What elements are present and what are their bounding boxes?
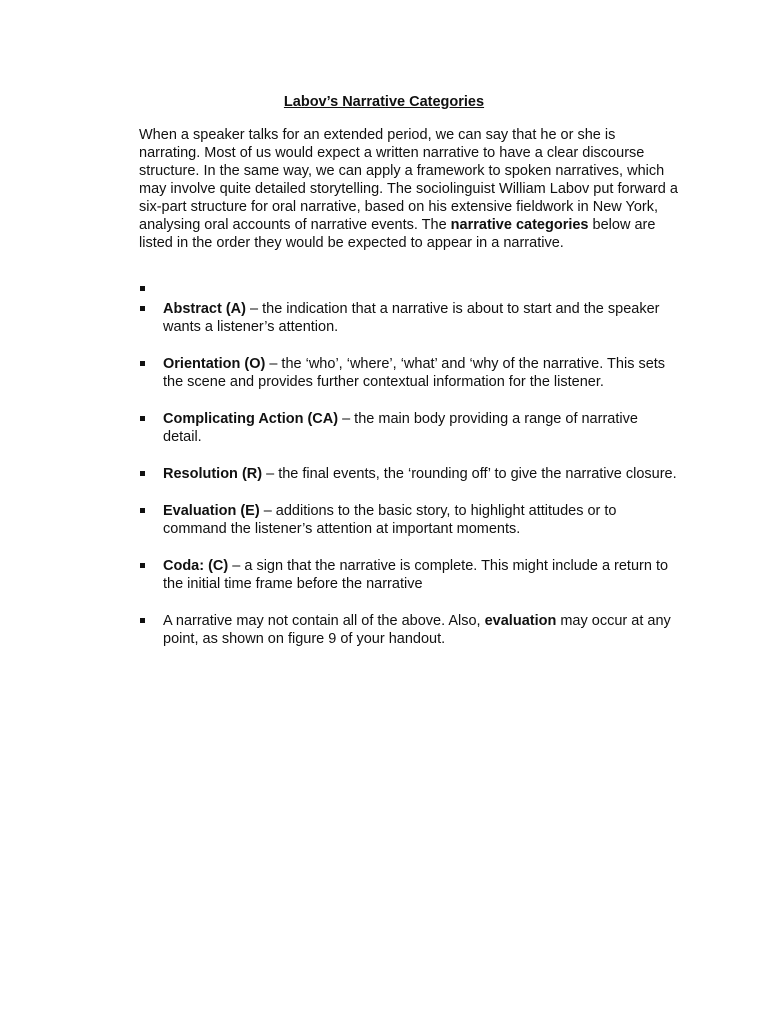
category-item-evaluation [139,502,679,538]
intro-text-end: below are listed in the order they would be expected to appear in a narrative. [139,217,656,251]
category-item-coda [139,557,679,593]
bullet-marker-icon [140,471,145,476]
note-bold-term: evaluation [484,613,557,629]
category-description: – the main body providing a range of narrative detail. [163,411,638,445]
bullet-marker-icon [140,508,145,513]
category-item-complicating-action [139,410,679,446]
intro-paragraph [139,126,679,252]
category-term: Abstract (A) [163,301,246,317]
bullet-marker-icon [140,416,145,421]
category-item-orientation [139,355,679,391]
category-term: Coda: (C) [163,558,229,574]
document-title: Labov’s Narrative Categories [283,94,485,110]
category-term: Complicating Action (CA) [163,411,339,427]
category-description: – the ‘who’, ‘where’, ‘what’ and ‘why of the narrative. This sets the scene and provides further contextual information for the listener. [163,356,666,390]
category-description: – a sign that the narrative is complete. This might include a return to the initial time frame before the narrative [163,558,669,592]
note-text-end: may occur at any point, as shown on figure 9 of your handout. [163,613,671,647]
note-item [139,612,679,648]
bullet-marker-icon [140,286,145,291]
category-description: – additions to the basic story, to highlight attitudes or to command the listener’s attention at important moments. [163,503,617,537]
category-item-resolution [139,465,679,483]
category-item-abstract [139,300,679,336]
intro-bold-term: narrative categories [450,217,589,233]
bullet-marker-icon [140,306,145,311]
category-list [139,280,679,667]
category-description: – the indication that a narrative is about to start and the speaker wants a listener’s attention. [163,301,660,335]
bullet-marker-icon [140,361,145,366]
category-term: Orientation (O) [163,356,266,372]
category-description: – the final events, the ‘rounding off’ to give the narrative closure. [262,466,677,482]
note-text-start: A narrative may not contain all of the above. Also, [163,613,485,629]
empty-bullet-item [139,280,679,298]
bullet-marker-icon [140,618,145,623]
intro-text-start: When a speaker talks for an extended period, we can say that he or she is narrating. Most of us would expect a written narrative to have a clear discourse structure. In the same way, we can apply a framework to spoken narratives, which may involve quite detailed storytelling. The sociolinguist William Labov put forward a six-part structure for oral narrative, based on his extensive fieldwork in New York, analysing oral accounts of narrative events. The [139,127,678,233]
category-term: Resolution (R) [163,466,263,482]
category-term: Evaluation (E) [163,503,260,519]
bullet-marker-icon [140,563,145,568]
